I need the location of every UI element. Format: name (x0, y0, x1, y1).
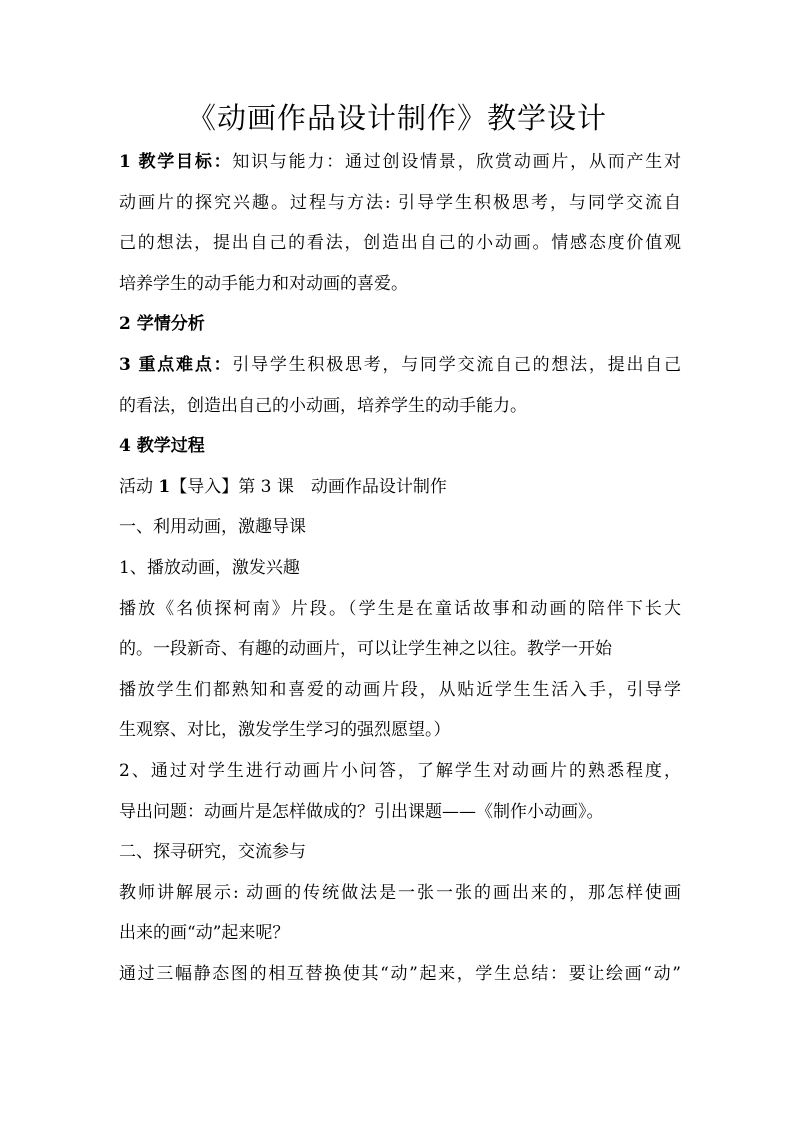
text-run: 教师讲解展示: 动画的传统做法是一张一张的画出来的，那怎样使画 (119, 882, 681, 903)
text-run: 培养学生的动手能力和对动画的喜爱。 (119, 273, 408, 294)
text-line (119, 873, 681, 914)
document-title: 《动画作品设计制作》教学设计 (186, 101, 607, 135)
text-line (119, 670, 681, 711)
text-run-bold: 1 (158, 476, 171, 497)
text-line (119, 264, 681, 305)
text-line (119, 832, 681, 873)
text-run-bold: 3 重点难点： (119, 354, 233, 375)
text-line (119, 223, 681, 264)
text-line (119, 792, 681, 833)
text-run: 【导入】第 3 课 动画作品设计制作 (170, 476, 447, 497)
text-line (119, 629, 681, 670)
text-line (119, 142, 681, 183)
text-line (119, 507, 681, 548)
text-run: 播放学生们都熟知和喜爱的动画片段，从贴近学生生活入手，引导学 (119, 679, 681, 700)
text-run: 播放《名侦探柯南》片段。（学生是在童话故事和动画的陪伴下长大 (119, 598, 681, 619)
text-line (119, 954, 681, 995)
document-body (119, 142, 681, 994)
text-run: 2、通过对学生进行动画片小问答，了解学生对动画片的熟悉程度， (119, 760, 681, 781)
text-line (119, 913, 681, 954)
text-line (119, 548, 681, 589)
text-run: 的看法，创造出自己的小动画，培养学生的动手能力。 (119, 395, 527, 416)
text-run: 一、利用动画，激趣导课 (119, 517, 306, 538)
text-line (119, 426, 681, 467)
text-line (119, 751, 681, 792)
text-line (119, 589, 681, 630)
text-line (119, 386, 681, 427)
text-run-bold: 1 教学目标： (119, 152, 233, 172)
text-line (119, 710, 681, 751)
text-run: 活动 (119, 476, 159, 497)
text-run: 引导学生积极思考，与同学交流自己的想法，提出自己 (232, 354, 682, 375)
text-run: 知识与能力：通过创设情景，欣赏动画片，从而产生对 (232, 152, 682, 172)
text-run: 生观察、对比，激发学生学习的强烈愿望。） (119, 720, 451, 741)
text-line (119, 183, 681, 224)
text-run: 的。一段新奇、有趣的动画片，可以让学生神之以往。教学一开始 (119, 639, 612, 660)
text-run-bold: 4 教学过程 (119, 436, 205, 457)
text-line (119, 304, 681, 345)
text-run: 1、播放动画，激发兴趣 (119, 557, 300, 578)
text-line (119, 467, 681, 508)
text-run-bold: 2 学情分析 (119, 314, 205, 335)
text-run: 通过三幅静态图的相互替换使其“动”起来，学生总结：要让绘画“动” (119, 963, 681, 984)
text-run: 导出问题：动画片是怎样做成的？引出课题——《制作小动画》。 (119, 801, 604, 822)
text-run: 动画片的探究兴趣。过程与方法: 引导学生积极思考，与同学交流自 (119, 192, 681, 213)
text-run: 出来的画“动”起来呢？ (119, 923, 290, 944)
text-run: 己的想法，提出自己的看法，创造出自己的小动画。情感态度价值观 (119, 233, 681, 254)
text-run: 二、探寻研究，交流参与 (119, 842, 306, 863)
text-line (119, 345, 681, 386)
